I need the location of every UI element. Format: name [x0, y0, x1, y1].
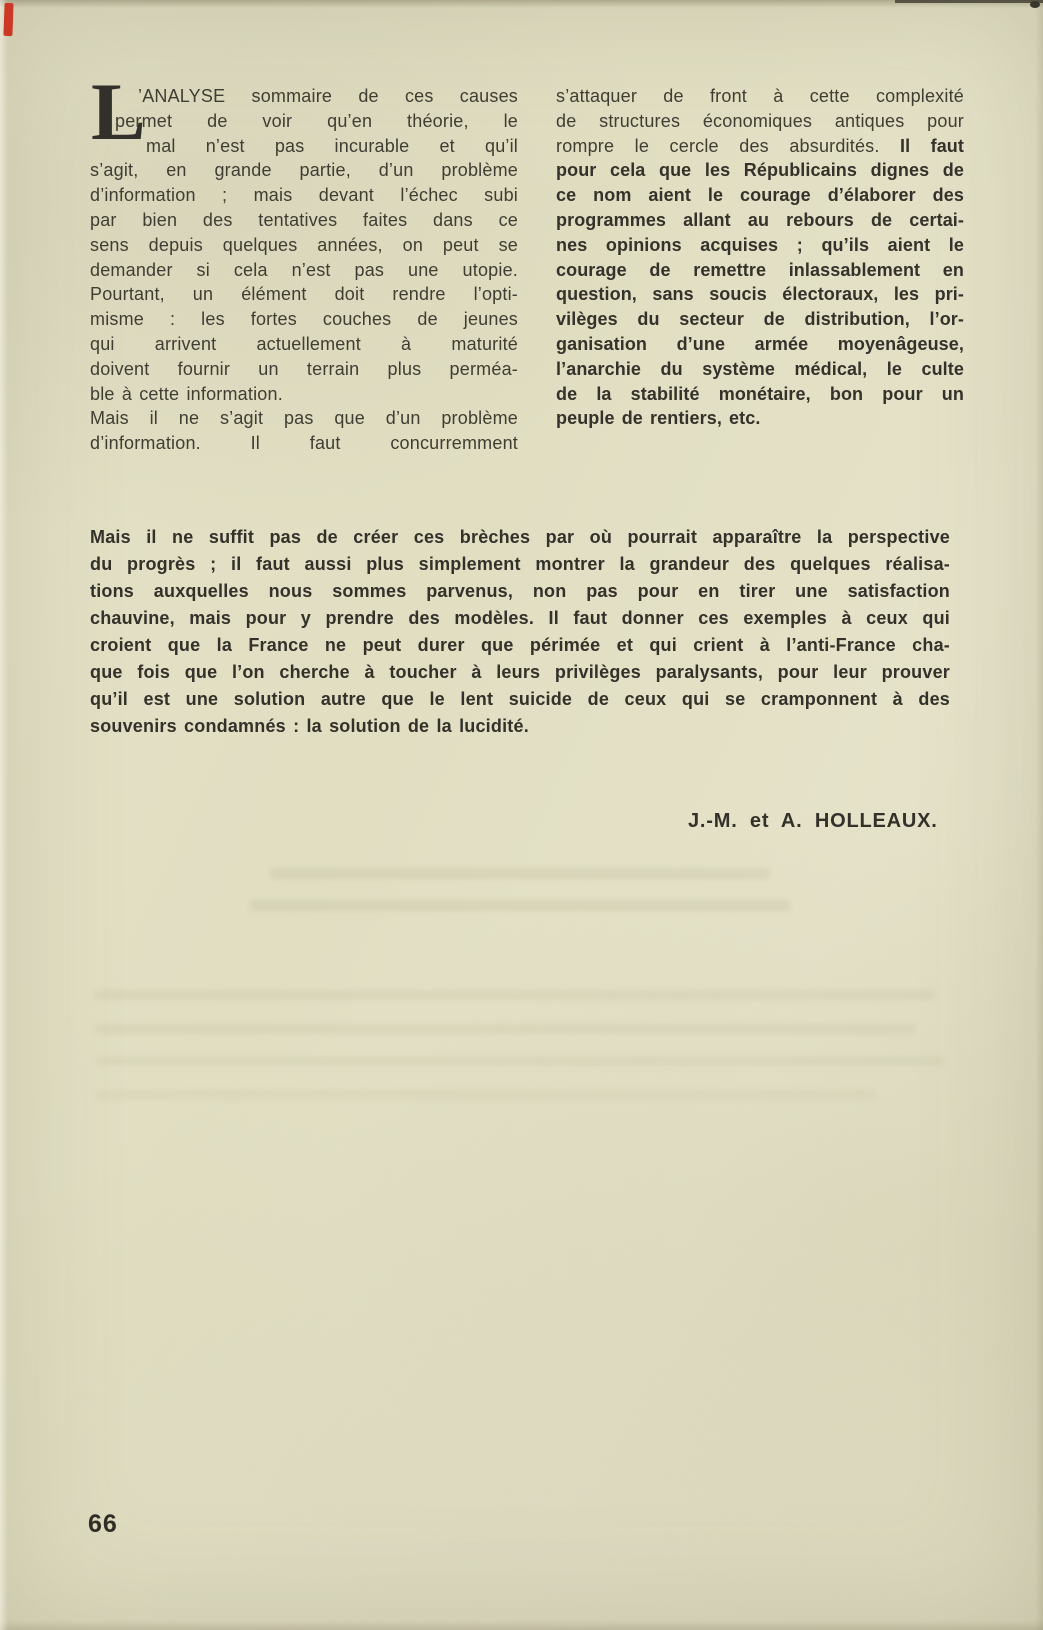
- text-line: l’anarchie du système médical, le culte: [556, 358, 964, 379]
- text-line: demander si cela n’est pas une utopie.: [90, 259, 518, 280]
- text-line: ganisation d’une armée moyenâgeuse,: [556, 333, 964, 354]
- text-line: s’agit, en grande partie, d’un problème: [90, 160, 518, 181]
- text-line: doivent fournir un terrain plus perméa-: [90, 358, 518, 379]
- author-signature: J.-M. et A. HOLLEAUX.: [688, 810, 938, 832]
- drop-cap-letter: L: [91, 66, 146, 157]
- text-line: que fois que l’on cherche à toucher à leurs privilèges paralysants, pour leur prouver: [90, 662, 950, 682]
- text-line: ce nom aient le courage d’élaborer des: [556, 185, 964, 206]
- red-pen-mark: [3, 3, 13, 36]
- text-line: du progrès ; il faut aussi plus simplement montrer la grandeur des quelques réalisa-: [90, 554, 950, 574]
- text-line: souvenirs condamnés : la solution de la lucidité.: [90, 716, 529, 736]
- text-line: qui arrivent actuellement à maturité: [90, 333, 518, 354]
- scan-edge-top: [0, 0, 1043, 8]
- text-line: s’attaquer de front à cette complexité: [556, 86, 964, 106]
- text-line: d’information ; mais devant l’échec subi: [90, 185, 518, 206]
- text-line: pour cela que les Républicains dignes de: [556, 160, 964, 181]
- scan-artifact-line: [895, 0, 1043, 3]
- text-line: d’information. Il faut concurremment: [90, 433, 518, 454]
- bleed-through-ghosting: [95, 1024, 915, 1034]
- text-line: Pourtant, un élément doit rendre l’opti-: [90, 284, 518, 305]
- text-line: mal n’est pas incurable et qu’il: [146, 135, 518, 156]
- text-line: qu’il est une solution autre que le lent suicide de ceux qui se cramponnent à des: [90, 689, 950, 709]
- text-line: courage de remettre inlassablement en: [556, 259, 964, 280]
- text-line: misme : les fortes couches de jeunes: [90, 309, 518, 330]
- scan-edge-right: [1035, 0, 1043, 1630]
- text-line: de la stabilité monétaire, bon pour un: [556, 383, 964, 404]
- page-number: 66: [88, 1510, 118, 1538]
- text-line: chauvine, mais pour y prendre des modèles. Il faut donner ces exemples à ceux qui: [90, 608, 950, 628]
- scan-edge-left: [0, 0, 8, 1630]
- text-line: permet de voir qu’en théorie, le: [115, 110, 518, 131]
- text-line: par bien des tentatives faites dans ce: [90, 209, 518, 230]
- column-left: [90, 66, 518, 456]
- text-line: de structures économiques antiques pour: [556, 110, 964, 131]
- text-line: tions auxquelles nous sommes parvenus, non pas pour en tirer une satisfaction: [90, 581, 950, 601]
- text-line: croient que la France ne peut durer que périmée et qui crient à l’anti-France cha-: [90, 635, 950, 655]
- text-line: vilèges du secteur de distribution, l’or-: [556, 309, 964, 330]
- column-right: [556, 84, 964, 456]
- text-line: Mais il ne suffit pas de créer ces brèches par où pourrait apparaître la perspective: [90, 527, 950, 547]
- text-line: rompre le cercle des absurdités. Il faut: [556, 135, 964, 156]
- bleed-through-ghosting: [95, 990, 935, 1000]
- bleed-through-ghosting: [270, 868, 770, 879]
- scan-artifact-dot: [1030, 1, 1040, 8]
- text-line: ’ANALYSE sommaire de ces causes: [138, 86, 518, 106]
- text-line: programmes allant au rebours de certai-: [556, 209, 964, 230]
- bleed-through-ghosting: [95, 1056, 945, 1066]
- text-line: ble à cette information.: [90, 383, 283, 404]
- text-line: Mais il ne s’agit pas que d’un problème: [90, 408, 518, 429]
- text-line: peuple de rentiers, etc.: [556, 408, 761, 429]
- text-line: question, sans soucis électoraux, les pri-: [556, 284, 964, 305]
- bleed-through-ghosting: [95, 1090, 875, 1100]
- text-line: sens depuis quelques années, on peut se: [90, 234, 518, 255]
- text-line: nes opinions acquises ; qu’ils aient le: [556, 234, 964, 255]
- scan-edge-bottom: [0, 1620, 1043, 1630]
- article-body: [90, 66, 964, 456]
- bleed-through-ghosting: [250, 900, 790, 911]
- closing-bold-paragraph: [90, 524, 950, 740]
